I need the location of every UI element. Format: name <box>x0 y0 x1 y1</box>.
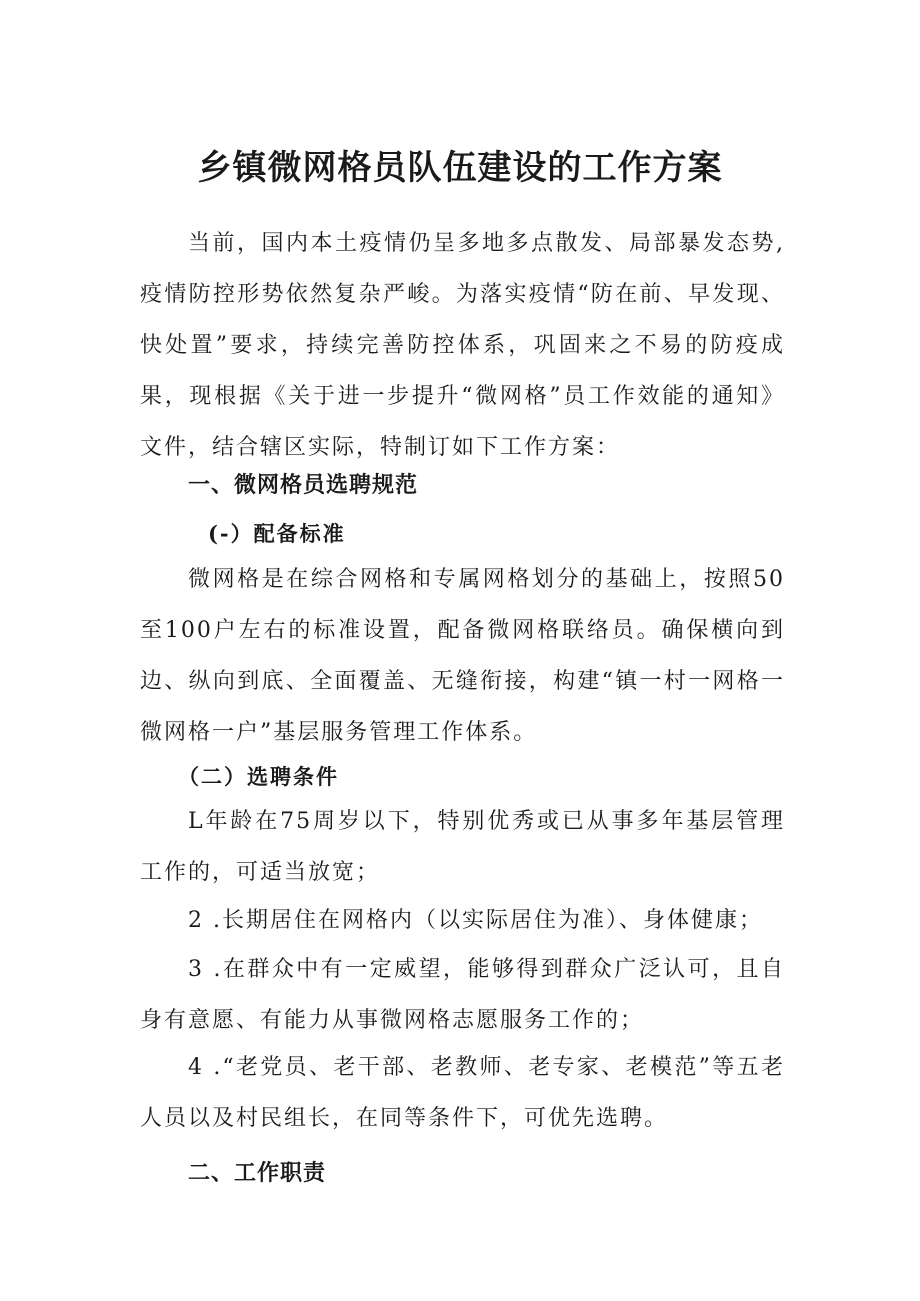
intro-paragraph: 当前，国内本土疫情仍呈多地多点散发、局部暴发态势,疫情防控形势依然复杂严峻。为落实疫情“防在前、早发现、快处置”要求，持续完善防控体系，巩固来之不易的防疫成果，现根据《关于进一步提升“微网格”员工作效能的通知》文件，结合辖区实际，特制订如下工作方案： <box>140 231 785 460</box>
condition-item-3: 3 .在群众中有一定威望，能够得到群众广泛认可，且自身有意愿、有能力从事微网格志愿服务工作的； <box>140 957 785 1033</box>
document-title: 乡镇微网格员队伍建设的工作方案 <box>197 148 723 188</box>
condition-item-1: L年龄在75周岁以下，特别优秀或已从事多年基层管理工作的，可适当放宽； <box>140 809 785 885</box>
section-2-heading: 二、工作职责 <box>188 1161 327 1186</box>
condition-item-2: 2 .长期居住在网格内（以实际居住为准）、身体健康； <box>188 908 763 933</box>
section-1-heading: 一、微网格员选聘规范 <box>188 473 419 498</box>
subsection-1-body: 微网格是在综合网格和专属网格划分的基础上，按照50至100户左右的标准设置，配备微网格联络员。确保横向到边、纵向到底、全面覆盖、无缝衔接，构建“镇一村一网格一微网格一户”基层服务管理工作体系。 <box>140 567 785 745</box>
subsection-2-heading: （二）选聘条件 <box>178 764 339 789</box>
condition-item-4: 4 .“老党员、老干部、老教师、老专家、老模范”等五老人员以及村民组长，在同等条件下，可优先选聘。 <box>140 1055 785 1131</box>
subsection-1-heading: (-）配备标准 <box>208 521 346 546</box>
